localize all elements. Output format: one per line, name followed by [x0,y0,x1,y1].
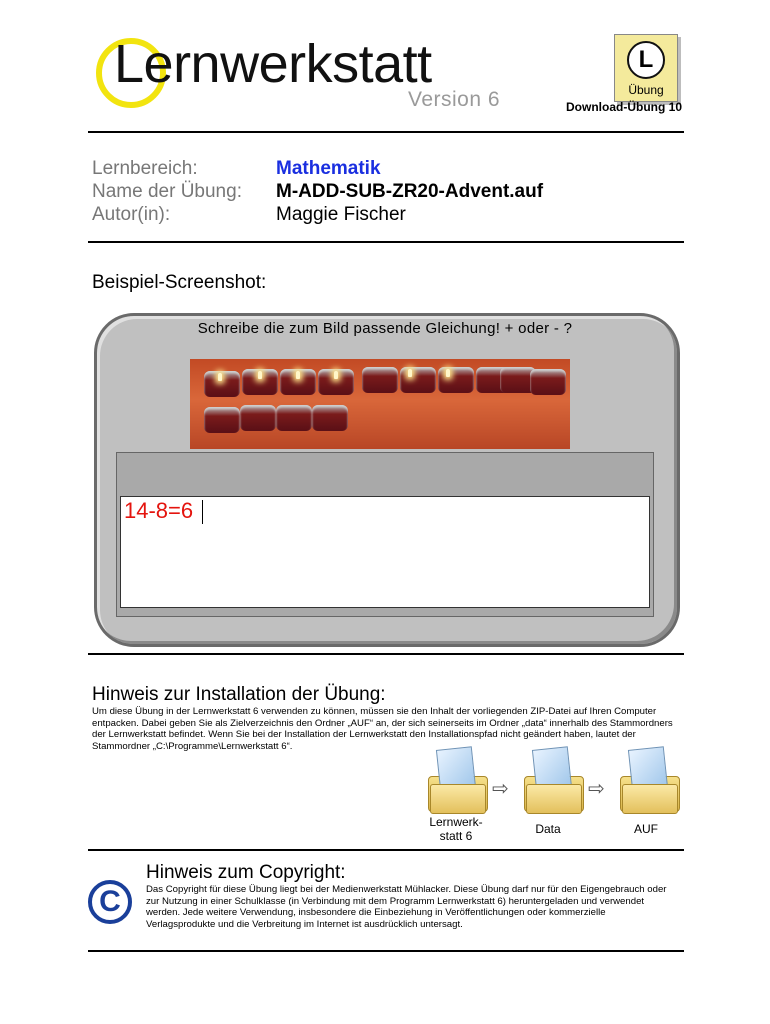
candle [438,367,474,393]
folder-caption-lernwerkstatt: Lernwerk- statt 6 [429,815,483,843]
candle [312,405,348,431]
screenshot-heading: Beispiel-Screenshot: [92,272,267,293]
divider [88,131,684,133]
logo-text: Lernwerkstatt [114,34,432,94]
candle [204,407,240,433]
folder-caption-auf: AUF [634,822,658,836]
candle [240,405,276,431]
candle [204,371,240,397]
divider [88,653,684,655]
divider [88,241,684,243]
answer-input[interactable] [120,496,650,608]
folder-icon [428,748,486,814]
arrow-right-icon: ⇨ [492,778,509,800]
flame [334,371,338,379]
logo-version: Version 6 [408,88,501,111]
answer-text: 14-8=6 [124,498,194,523]
flame [296,371,300,379]
badge-label: Übung [628,83,664,97]
info-label-lernbereich: Lernbereich: [92,158,198,179]
folder-icon [524,748,582,814]
candle [530,369,566,395]
info-label-autor: Autor(in): [92,204,171,225]
download-label: Download-Übung 10 [566,100,682,114]
install-heading: Hinweis zur Installation der Übung: [92,684,386,705]
info-value-autor: Maggie Fischer [276,204,406,225]
candle [276,405,312,431]
info-value-lernbereich: Mathematik [276,158,381,179]
candles-photo [190,359,570,449]
candle [400,367,436,393]
folder-caption-data: Data [535,822,561,836]
folder-icon [620,748,678,814]
copyright-icon: C [88,880,132,924]
divider [88,849,684,851]
arrow-right-icon: ⇨ [588,778,605,800]
exercise-badge [614,34,678,102]
badge-letter: L [627,41,665,79]
divider [88,950,684,952]
text-caret [202,500,203,524]
copyright-heading: Hinweis zum Copyright: [146,862,346,883]
copyright-paragraph: Das Copyright für diese Übung liegt bei der Medienwerkstatt Mühlacker. Diese Übung darf nur für den Eigengebrauch oder zur Nutzung in einer Schulklasse (in Verbindung mit dem Programm Lernwerkstatt 6) heruntergeladen und verwendet werden. Jede weitere Verwendung, insbesondere die Einbeziehung in Veröffentlichungen oder kommerzielle Verlagsprodukte und die Verbreitung im Internet ist ausdrücklich untersagt. [146,884,667,930]
flame [446,369,450,377]
exercise-instruction: Schreibe die zum Bild passende Gleichung! + oder - ? [197,320,573,337]
flame [218,373,222,381]
info-label-name: Name der Übung: [92,181,242,202]
install-paragraph: Um diese Übung in der Lernwerkstatt 6 verwenden zu können, müssen sie den Inhalt der vorliegenden ZIP-Datei auf Ihren Computer entpacken. Dabei geben Sie als Zielverzeichnis den Ordner „AUF“ an, der sich seinerseits im Ordner „data“ innerhalb des Stammordners der Lernwerkstatt befindet. Wenn Sie bei der Installation der Lernwerkstatt den Installationspfad nicht geändert haben, lautet der Stammordner „C:\Programme\Lernwerkstatt 6“. [92,706,673,752]
info-value-name: M-ADD-SUB-ZR20-Advent.auf [276,181,544,202]
flame [258,371,262,379]
flame [408,369,412,377]
candle [362,367,398,393]
